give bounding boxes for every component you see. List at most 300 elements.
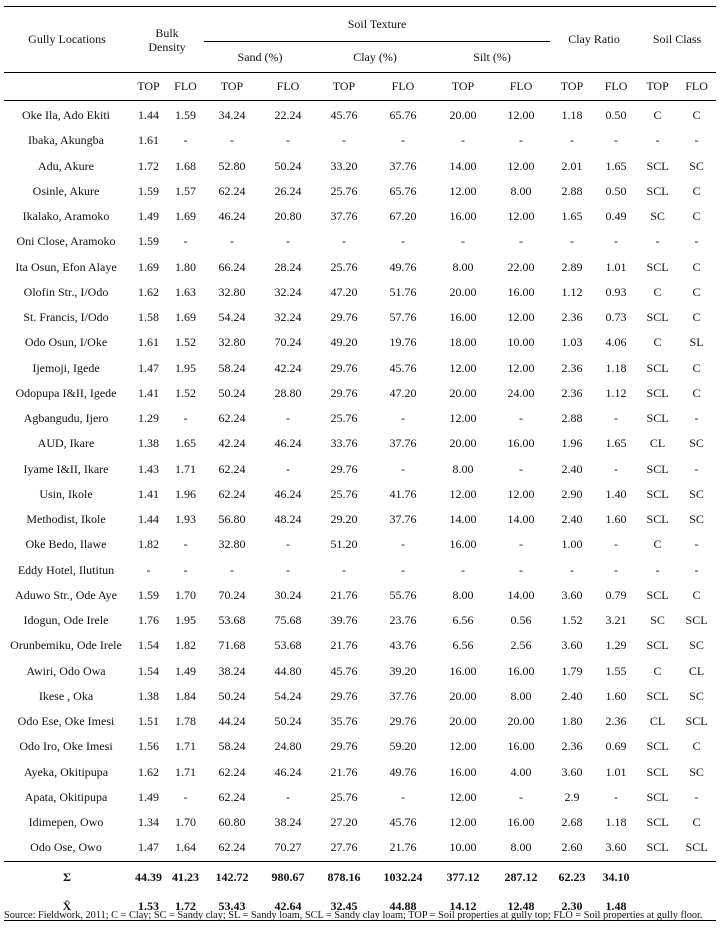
subheader-row [4, 73, 716, 101]
table-cell: 2.68 [561, 815, 583, 830]
table-cell: SCL [646, 840, 669, 855]
subheader-top: TOP [646, 79, 669, 93]
table-cell: C [653, 663, 662, 678]
table-cell: 2.40 [561, 461, 583, 476]
table-cell: 23.76 [389, 613, 417, 628]
table-cell: 42.64 [274, 898, 302, 913]
table-cell: - [183, 234, 188, 249]
table-cell: 53.68 [218, 613, 246, 628]
table-cell: 29.76 [330, 385, 358, 400]
table-cell: 1.44 [138, 512, 159, 527]
table-cell: - [286, 789, 291, 804]
table-header [4, 7, 716, 101]
table-cell: SCL [646, 739, 669, 754]
table-cell: CL [688, 663, 705, 678]
gully-location-cell: Adu, Akure [38, 158, 94, 173]
table-cell: C [692, 587, 701, 602]
table-cell: 52.80 [218, 158, 246, 173]
table-cell: 1.63 [175, 284, 196, 299]
table-cell: 47.20 [330, 284, 358, 299]
table-cell: 1.49 [175, 663, 196, 678]
table-cell: 24.00 [507, 385, 535, 400]
table-row [4, 101, 716, 129]
table-cell: 33.20 [330, 158, 358, 173]
table-cell: 2.60 [561, 840, 583, 855]
table-cell: SCL [646, 688, 669, 703]
table-cell: - [183, 133, 188, 148]
table-cell: 21.76 [330, 764, 358, 779]
table-cell: 1.47 [138, 360, 159, 375]
table-cell: - [230, 133, 235, 148]
table-cell: - [614, 411, 619, 426]
table-cell: 21.76 [330, 587, 358, 602]
gully-location-cell: St. Francis, I/Odo [23, 310, 109, 325]
table-row [4, 558, 716, 583]
table-cell: - [519, 133, 524, 148]
gully-location-cell: Ikese , Oka [38, 688, 94, 703]
table-row [4, 330, 716, 355]
table-cell: 12.00 [507, 108, 535, 123]
table-cell: - [146, 562, 151, 577]
table-cell: 4.06 [605, 335, 627, 350]
table-cell [677, 861, 716, 893]
table-cell: - [570, 234, 575, 249]
gully-location-cell: Oni Close, Aramoko [16, 234, 116, 249]
table-cell: SCL [646, 360, 669, 375]
table-cell: 0.49 [605, 209, 627, 224]
table-row [4, 457, 716, 482]
table-cell: 32.24 [274, 284, 302, 299]
table-cell: 2.40 [561, 688, 583, 703]
table-cell: 20.00 [449, 714, 477, 729]
table-cell: 1.57 [175, 183, 196, 198]
table-cell: 42.24 [274, 360, 302, 375]
table-cell: 37.76 [389, 512, 417, 527]
header-bulk-density: Bulk Density [148, 25, 186, 54]
table-cell: - [614, 537, 619, 552]
mean-row-symbol: X̄ [62, 898, 72, 913]
header-soil-class: Soil Class [652, 32, 702, 46]
table-cell: 1.44 [138, 108, 159, 123]
gully-location-cell: Ikalako, Aramoko [22, 209, 110, 224]
table-cell: 34.24 [218, 108, 246, 123]
table-cell: SCL [646, 764, 669, 779]
table-cell: - [614, 562, 619, 577]
table-cell: 1032.24 [383, 869, 423, 884]
table-cell: 29.76 [330, 360, 358, 375]
gully-location-cell: Orunbemiku, Ode Irele [10, 638, 122, 653]
table-cell: 62.24 [218, 840, 246, 855]
gully-location-cell: Ayeka, Okitipupa [23, 764, 109, 779]
table-cell: 16.00 [507, 436, 535, 451]
subheader-flo: FLO [276, 79, 300, 93]
subheader-top: TOP [332, 79, 356, 93]
table-cell: - [230, 562, 235, 577]
table-cell: 12.48 [507, 898, 535, 913]
table-cell: 1.62 [138, 764, 159, 779]
table-cell: 65.76 [389, 108, 417, 123]
table-cell: 0.73 [605, 310, 627, 325]
table-cell: 0.93 [605, 284, 627, 299]
table-cell: 42.24 [218, 436, 246, 451]
table-cell: 6.56 [452, 613, 474, 628]
table-cell [638, 861, 677, 893]
subheader-flo: FLO [174, 79, 197, 93]
table-cell: SC [689, 486, 704, 501]
table-cell: 6.56 [452, 638, 474, 653]
table-cell: - [401, 234, 406, 249]
table-cell: 18.00 [449, 335, 477, 350]
table-cell: 44.88 [389, 898, 417, 913]
table-cell: SCL [646, 815, 669, 830]
table-cell: 37.76 [389, 688, 417, 703]
table-cell: 41.23 [172, 869, 199, 884]
table-cell: 377.12 [446, 869, 480, 884]
table-cell: SCL [646, 587, 669, 602]
table-cell: 16.00 [507, 815, 535, 830]
table-cell: 1.70 [175, 587, 196, 602]
gully-location-cell: Apata, Okitipupa [24, 789, 108, 804]
table-cell: 62.24 [218, 411, 246, 426]
table-cell: 2.88 [561, 183, 583, 198]
header-soil-texture: Soil Texture [204, 7, 550, 42]
subheader-flo: FLO [509, 79, 533, 93]
table-cell: 0.69 [605, 739, 627, 754]
table-cell: 10.00 [507, 335, 535, 350]
table-cell: 16.00 [449, 209, 477, 224]
table-cell: - [570, 562, 575, 577]
table-cell: 2.36 [561, 310, 583, 325]
table-cell: 1.68 [175, 158, 196, 173]
table-cell: 32.80 [218, 537, 246, 552]
gully-location-cell: Odopupa I&II, Igede [15, 385, 117, 400]
gully-location-cell: Eddy Hotel, Ilutitun [17, 562, 115, 577]
table-cell: C [692, 108, 701, 123]
table-cell: SCL [685, 714, 708, 729]
table-cell: 1.34 [138, 815, 159, 830]
table-cell: 44.80 [274, 663, 302, 678]
table-cell: 2.36 [561, 360, 583, 375]
gully-location-cell: Ibaka, Akungba [28, 133, 104, 148]
table-cell: - [230, 234, 235, 249]
table-cell: 12.00 [449, 739, 477, 754]
table-cell: 1.62 [138, 284, 159, 299]
table-cell: 50.24 [218, 385, 246, 400]
table-cell: SC [650, 613, 665, 628]
table-cell: 28.80 [274, 385, 302, 400]
table-cell: 1.69 [138, 259, 159, 274]
table-cell: - [694, 234, 699, 249]
table-cell: 55.76 [389, 587, 417, 602]
table-cell: 8.00 [510, 183, 532, 198]
table-cell: 8.00 [510, 840, 532, 855]
table-cell: 21.76 [330, 638, 358, 653]
table-row [4, 255, 716, 280]
table-row [4, 154, 716, 179]
table-cell: 20.00 [507, 714, 535, 729]
table-cell: - [401, 411, 406, 426]
table-cell: 1.80 [561, 714, 583, 729]
table-cell: 0.56 [510, 613, 532, 628]
table-cell: 1.54 [138, 663, 159, 678]
header-sand: Sand (%) [237, 49, 283, 64]
table-cell: 8.00 [510, 688, 532, 703]
table-cell: 56.80 [218, 512, 246, 527]
table-cell: 41.76 [389, 486, 417, 501]
table-row [4, 406, 716, 431]
table-cell: SC [689, 512, 704, 527]
table-cell: 50.24 [274, 714, 302, 729]
table-cell: C [692, 360, 701, 375]
table-cell: 2.90 [561, 486, 583, 501]
table-row [4, 835, 716, 861]
table-cell: - [694, 789, 699, 804]
table-cell: SCL [646, 385, 669, 400]
table-cell: 43.76 [389, 638, 417, 653]
table-cell: 32.24 [274, 310, 302, 325]
table-cell: - [694, 411, 699, 426]
table-cell: 12.00 [449, 183, 477, 198]
table-cell: 14.12 [449, 898, 477, 913]
gully-location-cell: Idogun, Ode Irele [23, 613, 109, 628]
table-cell: 12.00 [449, 789, 477, 804]
table-cell: 27.76 [330, 840, 358, 855]
table-cell: 62.24 [218, 183, 246, 198]
table-cell: 1.60 [605, 688, 627, 703]
table-cell: - [286, 133, 291, 148]
table-cell: C [692, 739, 701, 754]
table-cell: - [286, 537, 291, 552]
table-cell: 25.76 [330, 411, 358, 426]
table-cell: 46.24 [274, 436, 302, 451]
table-row [4, 305, 716, 330]
table-cell: 1.18 [605, 360, 627, 375]
table-cell: - [655, 562, 660, 577]
table-cell: 71.68 [218, 638, 246, 653]
table-cell: 51.20 [330, 537, 358, 552]
table-cell: SCL [646, 411, 669, 426]
table-cell: 1.38 [138, 688, 159, 703]
header-gully-locations: Gully Locations [28, 32, 106, 46]
table-cell: 49.76 [389, 764, 417, 779]
table-cell: 1.03 [561, 335, 583, 350]
table-cell: 58.24 [218, 360, 246, 375]
table-cell: - [519, 789, 524, 804]
table-cell: 1.29 [605, 638, 627, 653]
soil-properties-table [4, 6, 716, 921]
table-cell: 1.69 [175, 310, 196, 325]
table-cell: 50.24 [274, 158, 302, 173]
table-cell: C [692, 815, 701, 830]
table-cell: 1.55 [605, 663, 627, 678]
table-row [4, 356, 716, 381]
table-cell: 1.71 [175, 739, 196, 754]
table-row [4, 229, 716, 254]
table-row [4, 280, 716, 305]
table-cell: 59.20 [389, 739, 417, 754]
table-cell: - [401, 133, 406, 148]
source-note: Source: Fieldwork, 2011; C = Clay; SC = Sandy clay; SL = Sandy loam, SCL = Sandy clay loam; TOP = Soil properties at gully top; FLO = Soil properties at gully floor. [4, 910, 703, 921]
table-cell: 14.00 [507, 587, 535, 602]
table-cell: 28.24 [274, 259, 302, 274]
table-cell: 1.65 [175, 436, 196, 451]
table-cell: 2.01 [561, 158, 583, 173]
table-cell: SCL [646, 486, 669, 501]
table-cell: 20.00 [449, 688, 477, 703]
table-cell: 2.40 [561, 512, 583, 527]
subheader-flo: FLO [391, 79, 415, 93]
table-row [4, 659, 716, 684]
table-cell: 2.89 [561, 259, 583, 274]
table-cell: C [692, 259, 701, 274]
table-cell: 32.80 [218, 335, 246, 350]
table-cell: SC [689, 688, 704, 703]
table-cell: 8.00 [452, 461, 474, 476]
table-cell: 0.50 [605, 108, 627, 123]
table-cell: 1.96 [175, 486, 196, 501]
table-cell: 1.00 [561, 537, 583, 552]
table-cell: 1.40 [605, 486, 627, 501]
table-cell: 16.00 [507, 739, 535, 754]
table-cell: 1.72 [175, 898, 196, 913]
table-row [4, 583, 716, 608]
table-cell: 1.95 [175, 613, 196, 628]
table-cell: 38.24 [218, 663, 246, 678]
table-cell: 12.00 [507, 486, 535, 501]
table-cell: 49.76 [389, 259, 417, 274]
header-clay-ratio: Clay Ratio [568, 32, 620, 46]
table-cell: 1.71 [175, 461, 196, 476]
table-cell: 14.00 [449, 158, 477, 173]
table-cell: SC [689, 436, 704, 451]
table-cell: 46.24 [218, 209, 246, 224]
table-cell: 62.24 [218, 461, 246, 476]
table-cell: 3.60 [561, 638, 583, 653]
table-cell: 22.00 [507, 259, 535, 274]
table-cell: 1.84 [175, 688, 196, 703]
table-cell: 20.00 [449, 436, 477, 451]
table-cell: 2.36 [605, 714, 627, 729]
table-cell: C [692, 310, 701, 325]
table-cell: 70.24 [274, 335, 302, 350]
table-cell: 1.65 [605, 436, 627, 451]
table-cell: 980.67 [271, 869, 305, 884]
table-cell: 16.00 [449, 310, 477, 325]
table-cell: SC [650, 209, 665, 224]
table-cell: - [461, 234, 466, 249]
table-cell: 1.59 [138, 234, 159, 249]
table-cell: - [461, 562, 466, 577]
table-cell: 8.00 [452, 259, 474, 274]
table-cell: 65.76 [389, 183, 417, 198]
table-cell: 1.38 [138, 436, 159, 451]
table-cell: - [614, 234, 619, 249]
table-row [4, 482, 716, 507]
table-cell: 1.61 [138, 335, 159, 350]
table-row [4, 381, 716, 406]
table-cell: 3.60 [605, 840, 627, 855]
table-cell: - [183, 789, 188, 804]
table-cell: 53.43 [218, 898, 246, 913]
table-cell: - [183, 537, 188, 552]
table-cell: C [692, 284, 701, 299]
table-cell: - [183, 411, 188, 426]
table-cell: 29.76 [330, 310, 358, 325]
gully-location-cell: Osinle, Akure [32, 183, 100, 198]
table-cell: 1.58 [138, 310, 159, 325]
table-cell: - [519, 562, 524, 577]
table-cell: - [286, 411, 291, 426]
table-cell: 1.52 [561, 613, 583, 628]
table-cell: SL [689, 335, 704, 350]
table-cell: 1.53 [138, 898, 159, 913]
table-cell: 50.24 [218, 688, 246, 703]
gully-location-cell: Awiri, Odo Owa [26, 663, 106, 678]
table-cell: 1.51 [138, 714, 159, 729]
table-cell: 19.76 [389, 335, 417, 350]
table-cell: 1.71 [175, 764, 196, 779]
table-cell: 48.24 [274, 512, 302, 527]
sum-row-symbol: Σ [63, 869, 71, 884]
table-cell: SCL [646, 183, 669, 198]
table-cell: 58.24 [218, 739, 246, 754]
table-cell: - [401, 789, 406, 804]
table-cell: 39.76 [330, 613, 358, 628]
table-cell: 1.47 [138, 840, 159, 855]
table-cell: SCL [646, 259, 669, 274]
table-cell: 60.80 [218, 815, 246, 830]
table-cell: 25.76 [330, 789, 358, 804]
gully-location-cell: Oke Bedo, Ilawe [25, 537, 107, 552]
table-cell: SCL [646, 789, 669, 804]
table-row [4, 532, 716, 557]
table-cell: 45.76 [389, 815, 417, 830]
table-cell: 21.76 [389, 840, 417, 855]
table-cell: 45.76 [330, 663, 358, 678]
table-cell: - [342, 562, 347, 577]
table-cell: 37.76 [330, 209, 358, 224]
table-cell: 1.12 [605, 385, 627, 400]
table-cell: 44.39 [135, 869, 162, 884]
table-cell: 46.24 [274, 764, 302, 779]
table-row [4, 128, 716, 153]
table-cell: 2.36 [561, 385, 583, 400]
table-cell: 20.00 [449, 284, 477, 299]
table-cell: 1.59 [138, 587, 159, 602]
table-cell: CL [649, 714, 666, 729]
table-cell: - [694, 562, 699, 577]
table-cell: 1.29 [138, 411, 159, 426]
table-cell: - [401, 461, 406, 476]
table-cell: C [692, 385, 701, 400]
gully-location-cell: AUD, Ikare [37, 436, 95, 451]
table-cell: 29.76 [330, 739, 358, 754]
table-cell: 44.24 [218, 714, 246, 729]
table-cell: C [692, 209, 701, 224]
table-cell: 25.76 [330, 183, 358, 198]
table-cell: 33.76 [330, 436, 358, 451]
table-cell: 1.79 [561, 663, 583, 678]
table-cell: 1.96 [561, 436, 583, 451]
table-cell: 2.36 [561, 739, 583, 754]
gully-location-cell: Oke Ila, Ado Ekiti [22, 108, 110, 123]
table-cell: SCL [646, 638, 669, 653]
table-cell: 53.68 [274, 638, 302, 653]
table-cell: 12.00 [507, 360, 535, 375]
table-cell: - [461, 133, 466, 148]
table-cell: 37.76 [389, 436, 417, 451]
table-cell: 1.12 [561, 284, 583, 299]
